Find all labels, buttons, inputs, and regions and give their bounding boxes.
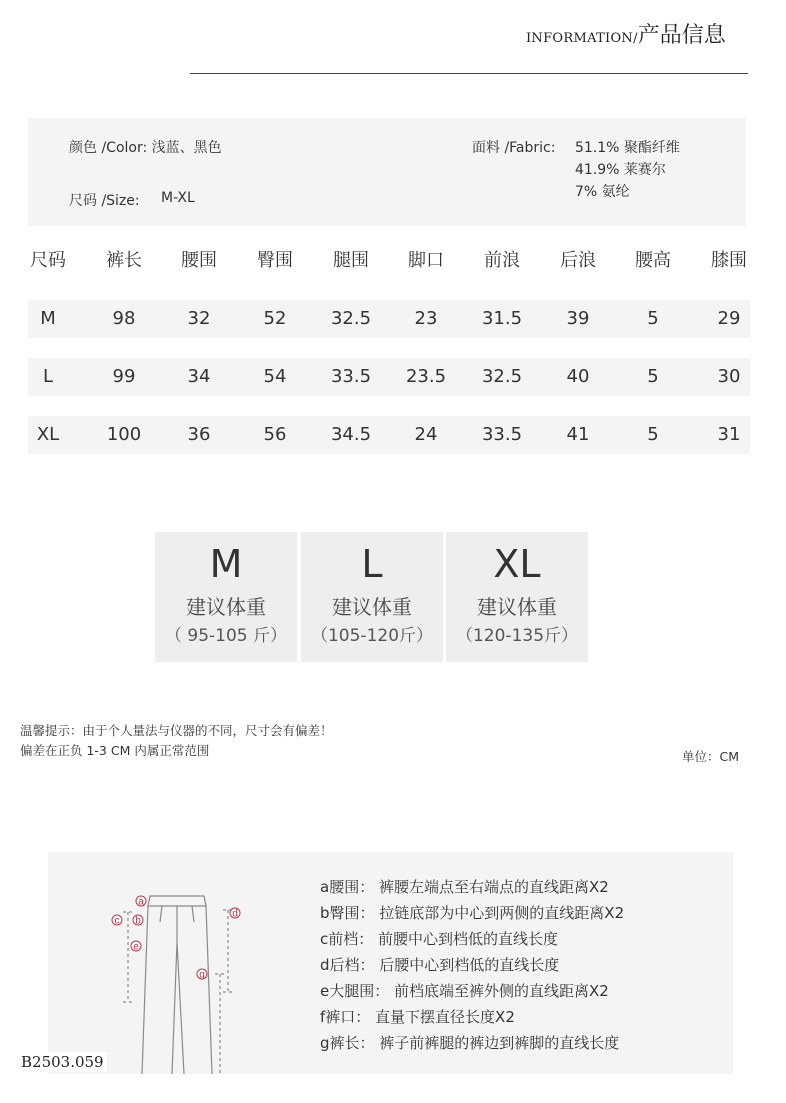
table-cell: 23.5: [405, 366, 447, 387]
card-weight-range: （105-120斤）: [310, 626, 434, 646]
measurement-diagram-panel: [48, 852, 733, 1074]
table-cell: 34.5: [330, 424, 372, 445]
table-cell: 54: [263, 366, 287, 387]
table-cell: 5: [647, 308, 659, 329]
card-size: XL: [493, 542, 541, 586]
size-label: 尺码 /Size:: [69, 193, 140, 209]
marker-g-label: g: [199, 969, 205, 981]
card-weight-label: 建议体重: [477, 595, 557, 619]
table-row: [28, 300, 750, 338]
table-cell: 30: [717, 366, 741, 387]
card-size: L: [361, 542, 383, 586]
header-divider: [190, 73, 748, 74]
weight-card-m: [155, 532, 297, 662]
fabric-label: 面料 /Fabric:: [472, 140, 556, 156]
table-cell: 36: [187, 424, 211, 445]
card-weight-label: 建议体重: [186, 595, 266, 619]
table-cell: XL: [36, 424, 60, 445]
weight-card-l: [301, 532, 443, 662]
table-cell: 31: [717, 424, 741, 445]
color-info: 颜色 /Color: 浅蓝、黑色: [69, 140, 222, 156]
pants-diagram: [108, 882, 258, 1074]
table-header-cell: 裤长: [106, 250, 142, 271]
table-row: [28, 416, 750, 454]
table-cell: 24: [414, 424, 438, 445]
table-row: [28, 358, 750, 396]
title-english: INFORMATION/: [526, 31, 638, 46]
fabric-line-1: 51.1% 聚酯纤维: [575, 140, 680, 156]
table-cell: 29: [717, 308, 741, 329]
legend-thigh: e大腿围： 前档底端至裤外侧的直线距离X2: [320, 982, 609, 1000]
measurement-tip: 温馨提示：由于个人量法与仪器的不同，尺寸会有偏差！: [20, 723, 333, 738]
table-header-cell: 腰高: [635, 250, 671, 271]
product-info-panel: [28, 118, 746, 226]
table-cell: 31.5: [481, 308, 523, 329]
unit-label: 单位：CM: [682, 749, 740, 764]
fabric-line-3: 7% 氨纶: [575, 184, 630, 200]
legend-length: g裤长： 裤子前裤腿的裤边到裤脚的直线长度: [320, 1034, 620, 1052]
marker-b-label: b: [135, 915, 141, 927]
table-cell: 23: [414, 308, 438, 329]
marker-a-label: a: [138, 896, 144, 908]
table-header-cell: 臀围: [257, 250, 293, 271]
table-cell: 5: [647, 366, 659, 387]
table-cell: 99: [112, 366, 136, 387]
title-chinese: 产品信息: [637, 23, 726, 48]
weight-card-xl: [446, 532, 588, 662]
size-chart-table: [28, 236, 750, 454]
legend-leg-opening: f裤口： 直量下摆直径长度X2: [320, 1008, 515, 1026]
table-header-cell: 腰围: [181, 250, 217, 271]
table-cell: 41: [566, 424, 590, 445]
table-cell: 33.5: [330, 366, 372, 387]
table-header-cell: 腿围: [333, 250, 369, 271]
legend-front-rise: c前档： 前腰中心到档低的直线长度: [320, 930, 559, 948]
table-cell: 52: [263, 308, 287, 329]
legend-waist: a腰围： 裤腰左端点至右端点的直线距离X2: [320, 878, 609, 896]
size-value: M-XL: [161, 190, 195, 206]
table-cell: L: [42, 366, 54, 387]
tolerance-note: 偏差在正负 1-3 CM 内属正常范围: [20, 743, 210, 758]
marker-c-label: c: [114, 915, 120, 927]
table-cell: 100: [106, 424, 142, 445]
sku-code: B2503.059: [18, 1052, 107, 1072]
table-cell: M: [40, 308, 56, 329]
marker-d-label: d: [232, 908, 238, 920]
page-title: [526, 18, 726, 49]
legend-hip: b臀围： 拉链底部为中心到两侧的直线距离X2: [320, 904, 625, 922]
table-header-cell: 脚口: [408, 250, 444, 271]
card-size: M: [209, 542, 243, 586]
marker-e-label: e: [133, 941, 139, 953]
table-cell: 56: [263, 424, 287, 445]
table-cell: 32: [187, 308, 211, 329]
card-weight-label: 建议体重: [332, 595, 412, 619]
table-cell: 33.5: [481, 424, 523, 445]
table-cell: 40: [566, 366, 590, 387]
table-header-cell: 尺码: [30, 250, 66, 271]
table-header-cell: 后浪: [560, 250, 596, 271]
table-cell: 98: [112, 308, 136, 329]
legend-back-rise: d后档： 后腰中心到档低的直线长度: [320, 956, 560, 974]
fabric-line-2: 41.9% 莱赛尔: [575, 162, 666, 178]
table-header-cell: 前浪: [484, 250, 520, 271]
table-cell: 5: [647, 424, 659, 445]
table-header-row: [28, 242, 750, 280]
card-weight-range: （120-135斤）: [455, 626, 579, 646]
card-weight-range: （ 95-105 斤）: [164, 626, 288, 646]
table-cell: 34: [187, 366, 211, 387]
table-cell: 32.5: [330, 308, 372, 329]
table-header-cell: 膝围: [711, 250, 747, 271]
table-cell: 39: [566, 308, 590, 329]
table-cell: 32.5: [481, 366, 523, 387]
